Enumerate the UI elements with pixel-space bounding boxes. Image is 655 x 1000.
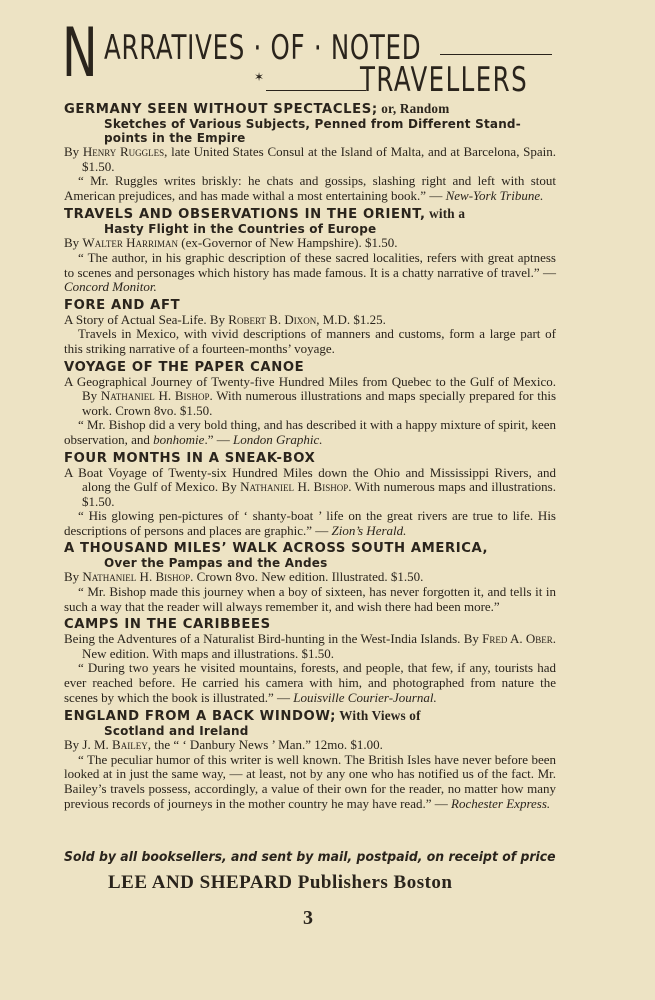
book-byline: A Geographical Journey of Twenty-five Hundred Miles from Quebec to the Gulf of Mexico. By Nathaniel H. Bishop. With numerous illustrations and maps specially prepared for this work. Crown 8vo. $1.50. (64, 373, 556, 418)
book-byline: A Story of Actual Sea-Life. By Robert B. Dixon, M.D. $1.25. (64, 311, 386, 327)
book-subtitle: Scotland and Ireland (104, 724, 249, 739)
publisher-imprint: LEE AND SHEPARD Publishers Boston (108, 872, 453, 893)
book-review: “ Mr. Bishop did a very bold thing, and has described it with a happy mixture of spirit, keen observation, and bonhomie.” — London Graphic. (64, 417, 556, 447)
ornament-star-icon: ✶ (254, 70, 265, 84)
book-title: A THOUSAND MILES’ WALK ACROSS SOUTH AMERICA, (64, 541, 489, 557)
masthead-line-2: TRAVELLERS (360, 60, 529, 100)
masthead-rule-1 (440, 54, 552, 55)
book-title: FOUR MONTHS IN A SNEAK-BOX (64, 450, 316, 466)
masthead-line-1: ARRATIVES · OF · NOTED (104, 28, 422, 68)
book-byline: A Boat Voyage of Twenty-six Hundred Miles down the Ohio and Mississippi Rivers, and along the Gulf of Mexico. By Nathaniel H. Bishop. With numerous maps and illustrations. $1.50. (64, 464, 556, 509)
book-title: CAMPS IN THE CARIBBEES (64, 617, 271, 633)
book-title: ENGLAND FROM A BACK WINDOW; With Views of (64, 708, 421, 725)
book-entry (64, 206, 556, 294)
book-title: FORE AND AFT (64, 297, 181, 313)
book-review: “ Mr. Bishop made this journey when a boy of sixteen, has never forgotten it, and tells it in such a way that the reader will always remember it, and wish there had been more.” (64, 584, 556, 614)
book-review: “ The author, in his graphic description of these sacred localities, refers with great aptness to scenes and personages which history has made famous. It is a chatty narrative of travel.” — Concord Monitor. (64, 249, 556, 295)
book-title: GERMANY SEEN WITHOUT SPECTACLES; or, Random (64, 101, 450, 117)
book-entry (64, 360, 556, 448)
book-byline: By J. M. Bailey, the “ ‘ Danbury News ’ Man.” 12mo. $1.00. (64, 737, 383, 753)
book-byline: By Nathaniel H. Bishop. Crown 8vo. New edition. Illustrated. $1.50. (64, 569, 424, 585)
book-subtitle: Over the Pampas and the Andes (104, 556, 328, 571)
book-title: TRAVELS AND OBSERVATIONS IN THE ORIENT, with a (64, 206, 466, 223)
book-review: “ His glowing pen-pictures of ‘ shanty-boat ’ life on the great rivers are true to life. His descriptions of persons and places are graphic.” — Zion’s Herald. (64, 508, 556, 538)
book-entry (64, 101, 556, 203)
book-entry (64, 708, 556, 811)
masthead (62, 14, 562, 100)
book-entry (64, 617, 556, 705)
sold-by-notice: Sold by all booksellers, and sent by mail, postpaid, on receipt of price (64, 849, 556, 865)
book-entry (64, 541, 556, 614)
book-review: “ During two years he visited mountains, forests, and people, that few, if any, tourists had ever reached before. He carried his camera with him, and photographed from nature the scenes by which the book is illustrated.” — Louisville Courier-Journal. (64, 660, 556, 705)
book-title: VOYAGE OF THE PAPER CANOE (64, 359, 305, 375)
book-review: Travels in Mexico, with vivid descriptions of manners and customs, form a large part of this striking narrative of a fourteen-months’ voyage. (64, 326, 556, 356)
book-review: “ The peculiar humor of this writer is well known. The British Isles have never before been looked at in just the same way, — at least, not by any one who has notified us of the fact. Mr. Bailey’s travels possess, accordingly, a value of their own for the reader, no matter how many previous records of journeys in the mother country he may have read.” — Rochester Express. (64, 751, 556, 811)
book-entry (64, 298, 556, 357)
masthead-rule-2 (266, 90, 366, 91)
book-review: “ Mr. Ruggles writes briskly: he chats and gossips, slashing right and left with stout American prejudices, and has made withal a most entertaining book.” — New-York Tribune. (64, 173, 556, 203)
book-byline: Being the Adventures of a Naturalist Bird-hunting in the West-India Islands. By Fred A. Ober. New edition. With maps and illustrations. $1.50. (64, 631, 556, 661)
book-entry (64, 451, 556, 539)
book-subtitle: Sketches of Various Subjects, Penned from Different Stand-points in the Empire (104, 117, 521, 145)
book-subtitle: Hasty Flight in the Countries of Europe (104, 222, 377, 237)
book-byline: By Henry Ruggles, late United States Consul at the Island of Malta, and at Barcelona, Spain. $1.50. (64, 144, 557, 174)
book-list (64, 101, 556, 814)
masthead-initial: N (62, 14, 97, 93)
book-byline: By Walter Harriman (ex-Governor of New Hampshire). $1.50. (64, 235, 398, 251)
page-number: 3 (303, 907, 313, 929)
